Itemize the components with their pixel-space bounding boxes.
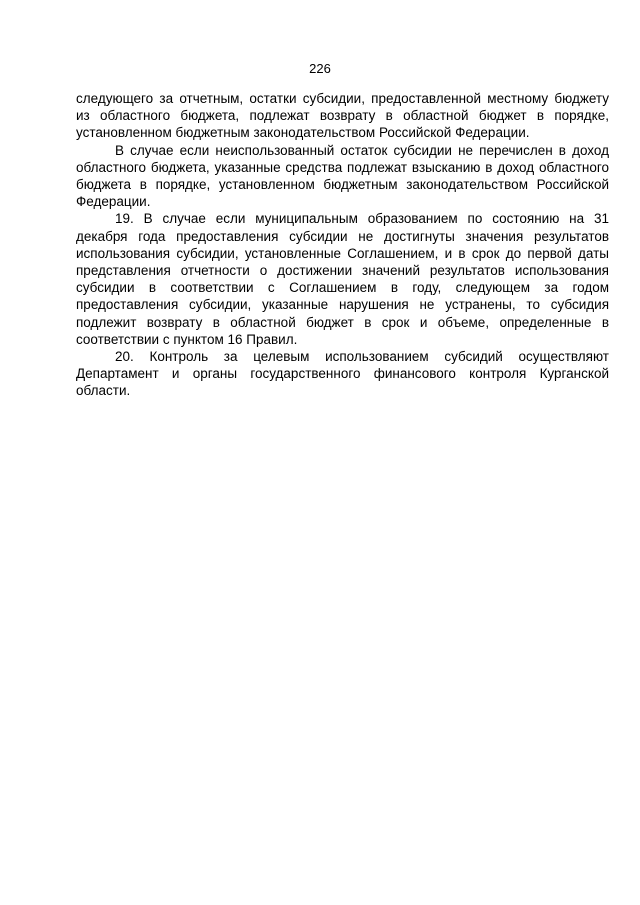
paragraph-item-19: 19. В случае если муниципальным образованием по состоянию на 31 декабря года предоставления субсидии не достигнуты значения результатов использования субсидии, установленные Соглашением, и в срок до первой даты представления отчетности о достижении значений результатов использования субсидии в соответствии с Соглашением в году, следующем за годом предоставления субсидии, указанные нарушения не устранены, то субсидия подлежит возврату в областной бюджет в срок и объеме, определенные в соответствии с пунктом 16 Правил. bbox=[76, 211, 609, 347]
paragraph-item-20: 20. Контроль за целевым использованием субсидий осуществляют Департамент и органы государственного финансового контроля Курганской области. bbox=[76, 349, 609, 399]
paragraph-continuation: следующего за отчетным, остатки субсидии, предоставленной местному бюджету из областного бюджета, подлежат возврату в областной бюджет в порядке, установленном бюджетным законодательством Российской Федерации. bbox=[76, 91, 609, 141]
paragraph-unreturned-balance: В случае если неиспользованный остаток субсидии не перечислен в доход областного бюджета, указанные средства подлежат взысканию в доход областного бюджета в порядке, установленном бюджетным законодательством Российской Федерации. bbox=[76, 142, 609, 210]
document-body bbox=[76, 90, 609, 400]
page-number: 226 bbox=[309, 61, 331, 76]
